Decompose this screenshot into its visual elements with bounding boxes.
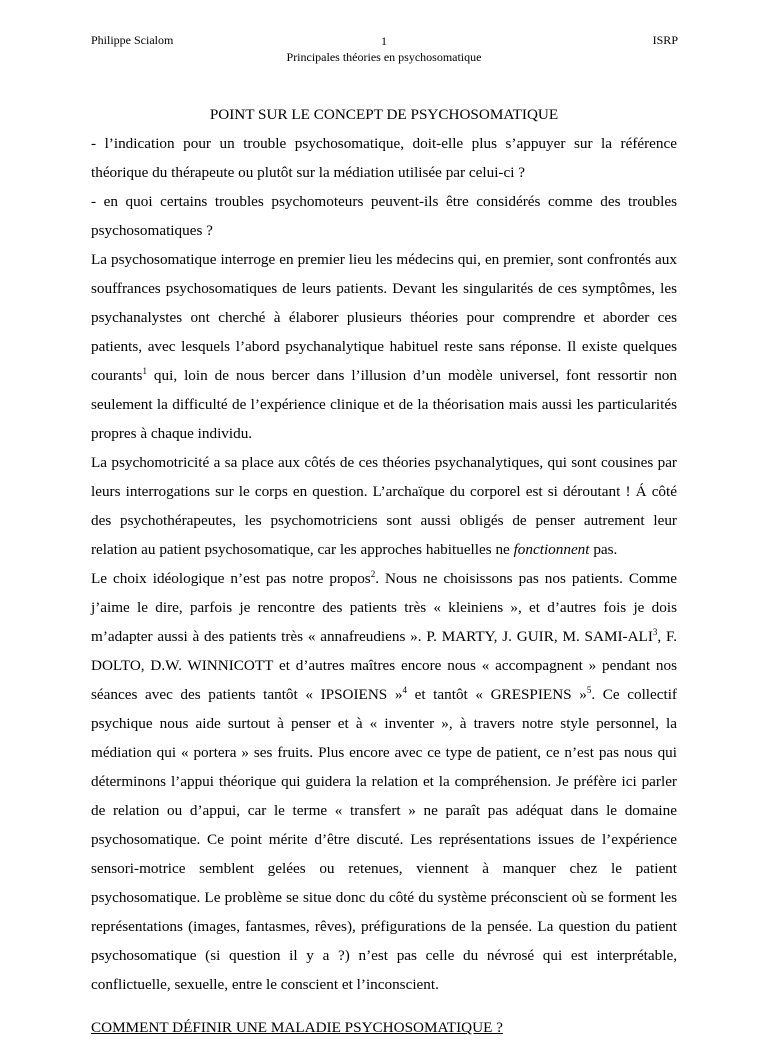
paragraph-3-text-e: . Ce collectif psychique nous aide surtout à penser et à « inventer », à travers notre style personnel, la médiation qui « portera » ses fruits. Plus encore avec ce type de patient, ce n’est pas nous qui déterminons l’appui théorique qui guidera la relation et la compréhension. Je préfère ici parler de relation ou d’appui, car le terme « transfert » ne paraît pas adéquat dans le domaine psychosomatique. Ce point mérite d’être discuté. Les représentations issues de l’expérience sensori-motrice semblent gelées ou retenues, viennent à manquer chez le patient psychosomatique. Le problème se situe donc du côté du système préconscient où se forment les représentations (images, fantasmes, rêves), préfigurations de la pensée. La question du patient psychosomatique (si question il y a ?) n’est pas celle du névrosé qui est interprétable, conflictuelle, sexuelle, entre le conscient et l’inconscient.	[91, 686, 677, 993]
paragraph-3	[91, 564, 677, 999]
footnote-ref-3[interactable]: 3	[652, 626, 658, 637]
paragraph-1-text-b: qui, loin de nous bercer dans l’illusion d’un modèle universel, font ressortir non seulement la difficulté de l’expérience clinique et de la théorisation mais aussi les particularités propres à chaque individu.	[91, 367, 677, 442]
question-1: - l’indication pour un trouble psychosomatique, doit-elle plus s’appuyer sur la référence théorique du thérapeute ou plutôt sur la médiation utilisée par celui-ci ?	[91, 135, 677, 181]
paragraph-2-text-b: pas.	[589, 541, 618, 558]
header-institution: ISRP	[652, 33, 678, 47]
footnote-ref-1[interactable]: 1	[142, 365, 147, 376]
paragraph-1	[91, 245, 677, 448]
paragraph-1-text-a: La psychosomatique interroge en premier lieu les médecins qui, en premier, sont confrontés aux souffrances psychosomatiques de leurs patients. Devant les singularités de ces symptômes, les psychanalystes ont cherché à élaborer plusieurs théories pour comprendre et aborder ces patients, avec lesquels l’abord psychanalytique habituel reste sans réponse. Il existe quelques courants	[91, 251, 677, 384]
header-author: Philippe Scialom	[91, 33, 174, 47]
footnote-ref-5[interactable]: 5	[586, 684, 592, 695]
paragraph-2-emphasis: fonctionnent	[513, 541, 590, 558]
paragraph-3-text-c: , F. DOLTO, D.W. WINNICOTT et d’autres maîtres encore nous « accompagnent » pendant nos séances avec des patients tantôt « IPSOIENS »	[91, 628, 678, 703]
paragraph-2	[91, 448, 677, 564]
question-2: - en quoi certains troubles psychomoteurs peuvent-ils être considérés comme des troubles psychosomatiques ?	[91, 193, 677, 239]
header-subtitle: Principales théories en psychosomatique	[286, 50, 482, 64]
document-title: POINT SUR LE CONCEPT DE PSYCHOSOMATIQUE	[209, 106, 559, 123]
section-heading: COMMENT DÉFINIR UNE MALADIE PSYCHOSOMATIQUE ?	[91, 1019, 503, 1036]
paragraph-3-text-a: Le choix idéologique n’est pas notre propos	[91, 570, 371, 587]
paragraph-3-text-b: . Nous ne choisissons pas nos patients. Comme j’aime le dire, parfois je rencontre des patients très « kleiniens », et d’autres fois je dois m’adapter aussi à des patients très « annafreudiens ». P. MARTY, J. GUIR, M. SAMI-ALI	[91, 570, 677, 645]
page-number: 1	[381, 34, 387, 48]
section-spacer	[91, 999, 677, 1013]
document-body	[91, 100, 677, 1042]
footnote-ref-4[interactable]: 4	[402, 684, 407, 695]
paragraph-3-text-d: et tantôt « GRESPIENS »	[406, 686, 587, 703]
paragraph-2-text-a: La psychomotricité a sa place aux côtés de ces théories psychanalytiques, qui sont cousines par leurs interrogations sur le corps en question. L’archaïque du corporel est si déroutant ! Á côté des psychothérapeutes, les psychomotriciens sont aussi obligés de penser autrement leur relation au patient psychosomatique, car les approches habituelles ne	[91, 454, 677, 558]
footnote-ref-2[interactable]: 2	[370, 568, 376, 579]
